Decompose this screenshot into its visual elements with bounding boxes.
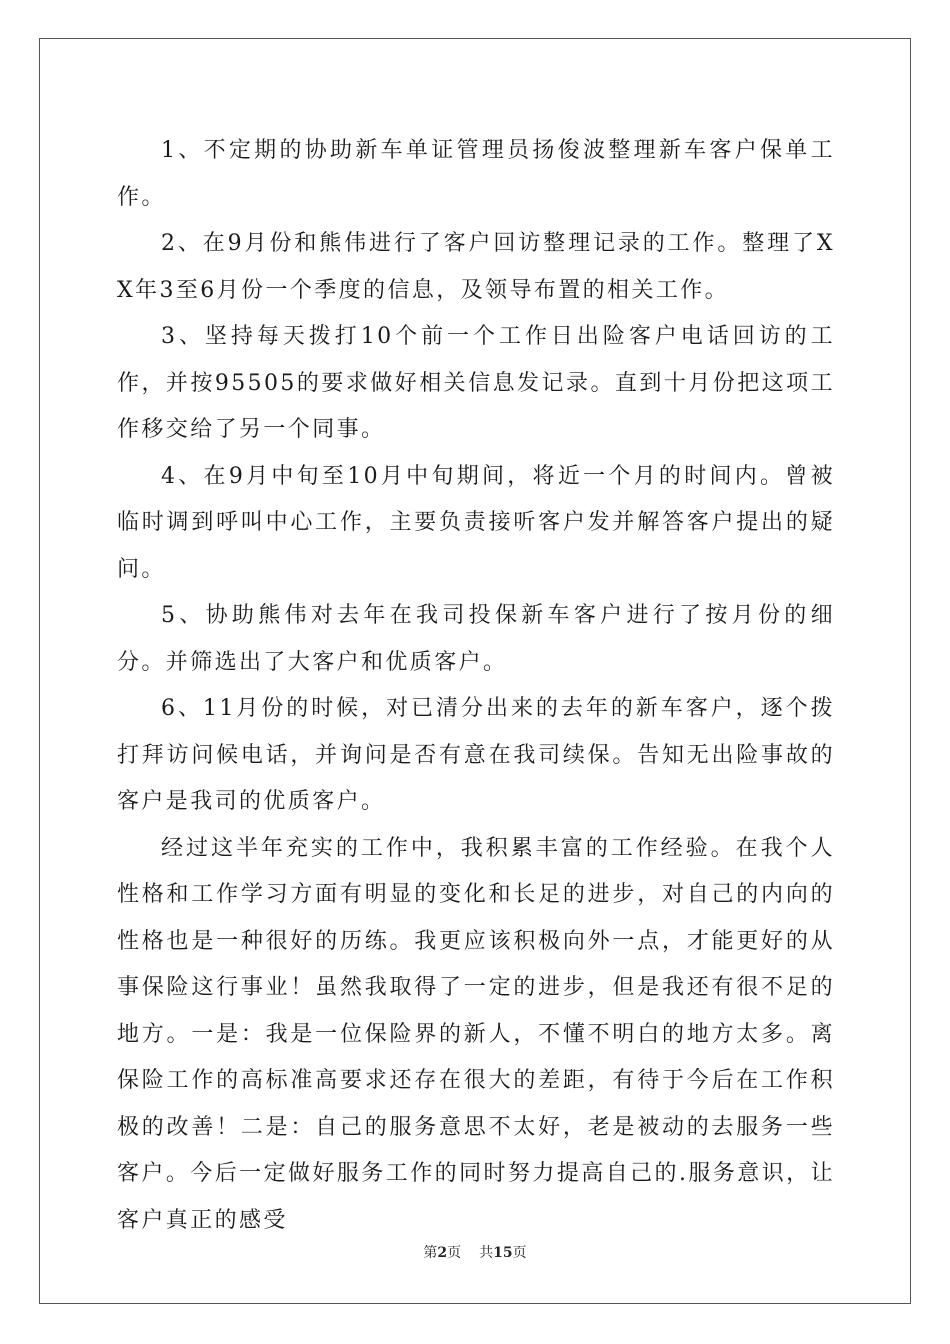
document-body (117, 128, 835, 1244)
page-prefix: 第 (423, 1245, 438, 1261)
paragraph-item-1: 1、不定期的协助新车单证管理员扬俊波整理新车客户保单工作。 (117, 138, 835, 210)
paragraph-item-3: 3、坚持每天拨打10个前一个工作日出险客户电话回访的工作，并按95505的要求做好相关信息发记录。直到十月份把这项工作移交给了另一个同事。 (117, 324, 835, 442)
paragraph-item-4: 4、在9月中旬至10月中旬期间，将近一个月的时间内。曾被临时调到呼叫中心工作，主要负责接听客户发并解答客户提出的疑问。 (117, 463, 835, 582)
paragraph-item-6: 6、11月份的时候，对已清分出来的去年的新车客户，逐个拨打拜访问候电话，并询问是否有意在我司续保。告知无出险事故的客户是我司的优质客户。 (117, 696, 835, 814)
total-suffix: 页 (512, 1245, 527, 1261)
page-suffix: 页 (447, 1245, 462, 1261)
page-footer (0, 1242, 950, 1262)
paragraph-summary: 经过这半年充实的工作中，我积累丰富的工作经验。在我个人性格和工作学习方面有明显的变化和长足的进步，对自己的内向的性格也是一种很好的历练。我更应该积极向外一点，才能更好的从事保险这行事业！虽然我取得了一定的进步，但是我还有很不足的地方。一是：我是一位保险界的新人，不懂不明白的地方太多。离保险工作的高标准高要求还存在很大的差距，有待于今后在工作积极的改善！二是：自己的服务意思不太好，老是被动的去服务一些客户。今后一定做好服务工作的同时努力提高自己的.服务意识，让客户真正的感受 (117, 835, 835, 1233)
total-prefix: 共 (479, 1245, 494, 1261)
page-current-number: 2 (437, 1245, 448, 1261)
paragraph-item-2: 2、在9月份和熊伟进行了客户回访整理记录的工作。整理了XX年3至6月份一个季度的信息，及领导布置的相关工作。 (117, 231, 835, 303)
page-total-number: 15 (493, 1245, 513, 1261)
paragraph-item-5: 5、协助熊伟对去年在我司投保新车客户进行了按月份的细分。并筛选出了大客户和优质客户。 (117, 603, 835, 675)
